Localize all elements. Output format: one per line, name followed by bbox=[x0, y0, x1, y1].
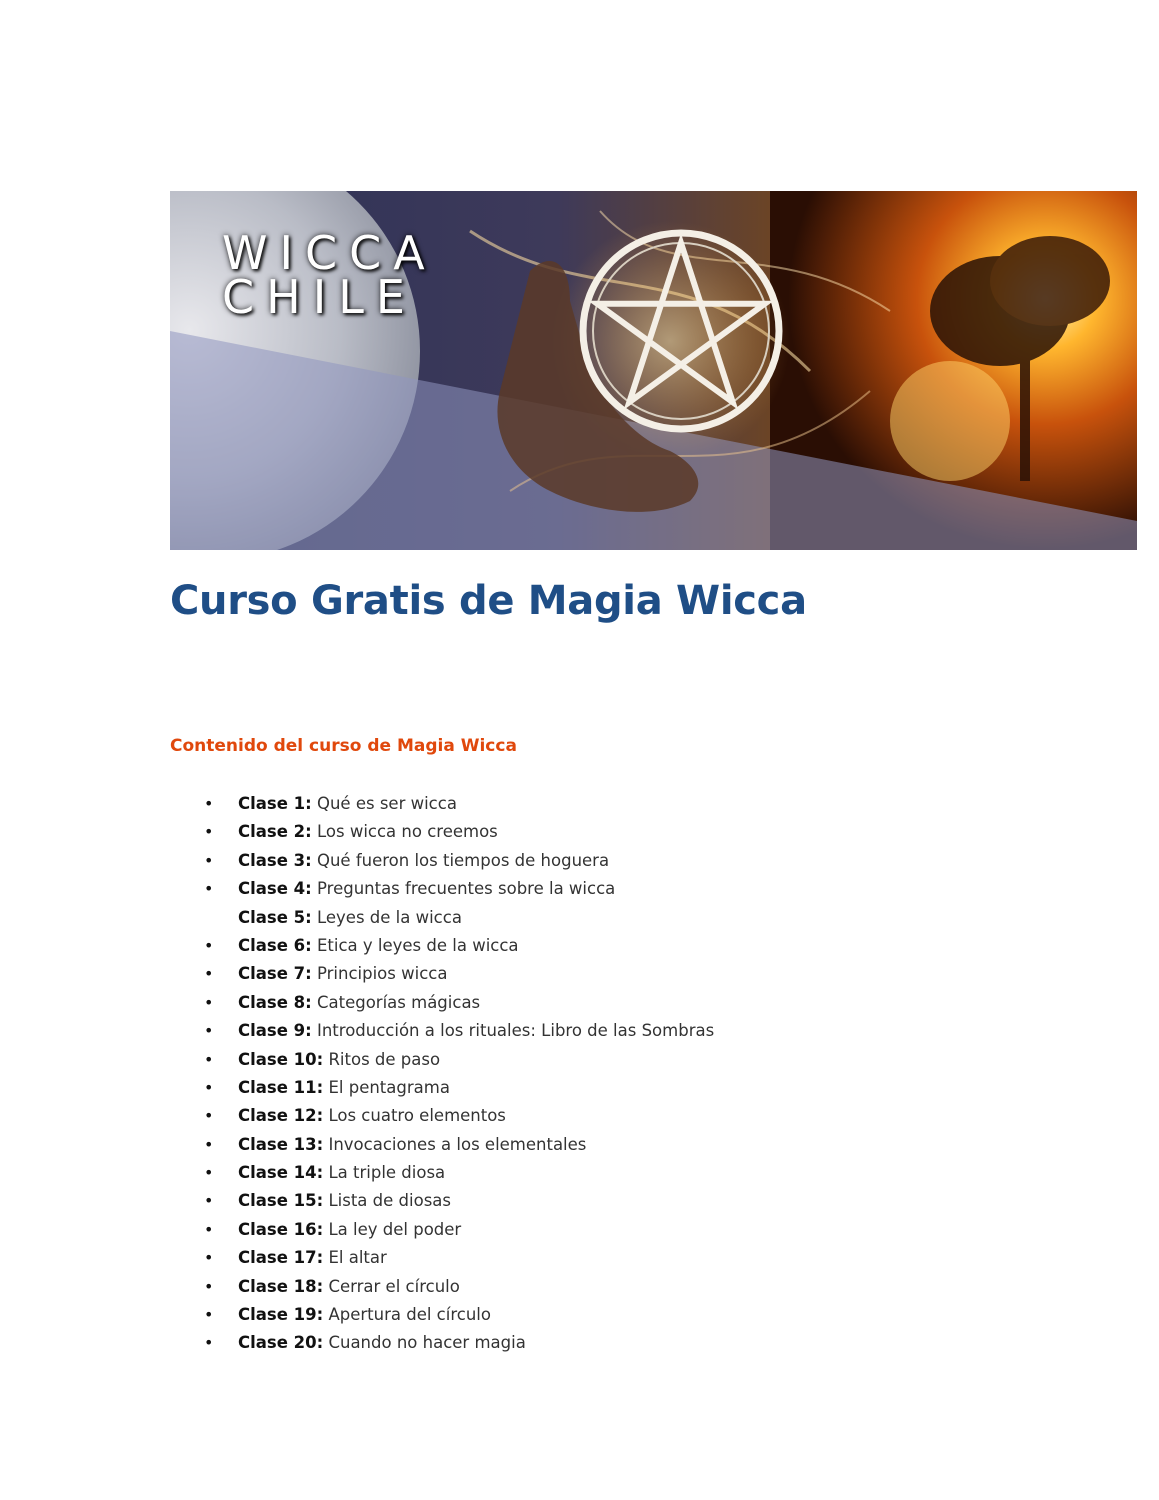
bullet: • bbox=[204, 1191, 214, 1211]
class-label: Clase 6: bbox=[238, 935, 312, 955]
class-label: Clase 17: bbox=[238, 1248, 324, 1268]
list-item bbox=[204, 791, 714, 819]
banner-logo-line2: CHILE bbox=[222, 270, 417, 324]
bullet: • bbox=[204, 850, 214, 870]
list-item bbox=[204, 933, 714, 961]
class-label: Clase 8: bbox=[238, 992, 312, 1012]
class-label: Clase 18: bbox=[238, 1276, 324, 1296]
bullet: • bbox=[204, 879, 214, 899]
bullet: • bbox=[204, 1219, 214, 1239]
class-title: Ritos de paso bbox=[328, 1049, 441, 1069]
bullet: • bbox=[204, 1134, 214, 1154]
bullet: • bbox=[204, 1276, 214, 1296]
class-title: Introducción a los rituales: Libro de las Sombras bbox=[316, 1021, 715, 1041]
class-title: Leyes de la wicca bbox=[316, 907, 462, 927]
page-title: Curso Gratis de Magia Wicca bbox=[170, 578, 807, 624]
list-item bbox=[204, 1103, 714, 1131]
list-item bbox=[204, 1132, 714, 1160]
list-item bbox=[204, 961, 714, 989]
banner-logo-line1: WICCA bbox=[222, 226, 437, 280]
class-title: La ley del poder bbox=[328, 1219, 462, 1239]
class-label: Clase 13: bbox=[238, 1134, 324, 1154]
class-label: Clase 10: bbox=[238, 1049, 324, 1069]
class-label: Clase 3: bbox=[238, 850, 312, 870]
bullet: • bbox=[204, 992, 214, 1012]
bullet: • bbox=[204, 822, 214, 842]
banner-logo-text bbox=[222, 226, 437, 324]
class-title: Qué es ser wicca bbox=[316, 794, 457, 813]
class-title: Los wicca no creemos bbox=[316, 822, 498, 842]
class-title: Lista de diosas bbox=[328, 1191, 451, 1211]
class-title: Qué fueron los tiempos de hoguera bbox=[316, 850, 610, 870]
class-label: Clase 2: bbox=[238, 822, 312, 842]
class-label: Clase 5: bbox=[238, 907, 312, 927]
bullet: • bbox=[204, 1106, 214, 1126]
class-title: Cuando no hacer magia bbox=[328, 1333, 526, 1353]
bullet: • bbox=[204, 1248, 214, 1268]
class-label: Clase 9: bbox=[238, 1021, 312, 1041]
class-title: Los cuatro elementos bbox=[328, 1106, 506, 1126]
list-item bbox=[204, 1075, 714, 1103]
bullet: • bbox=[204, 1163, 214, 1183]
class-title: El altar bbox=[328, 1248, 387, 1268]
bullet: • bbox=[204, 1305, 214, 1325]
bullet: • bbox=[204, 794, 214, 813]
list-item bbox=[204, 1330, 714, 1358]
class-title: La triple diosa bbox=[328, 1163, 446, 1183]
list-item bbox=[204, 990, 714, 1018]
bullet: • bbox=[204, 964, 214, 984]
bullet: • bbox=[204, 1077, 214, 1097]
class-label: Clase 12: bbox=[238, 1106, 324, 1126]
bullet: • bbox=[204, 1021, 214, 1041]
list-item bbox=[204, 1274, 714, 1302]
class-title: Apertura del círculo bbox=[328, 1305, 491, 1325]
list-item bbox=[204, 1018, 714, 1046]
class-label: Clase 11: bbox=[238, 1077, 324, 1097]
class-title: Cerrar el círculo bbox=[328, 1276, 460, 1296]
class-label: Clase 19: bbox=[238, 1305, 324, 1325]
bullet: • bbox=[204, 1333, 214, 1353]
header-banner-image bbox=[170, 191, 1137, 550]
class-label: Clase 1: bbox=[238, 794, 312, 813]
class-title: Invocaciones a los elementales bbox=[328, 1134, 587, 1154]
class-label: Clase 4: bbox=[238, 879, 312, 899]
list-item bbox=[204, 876, 714, 904]
class-title: El pentagrama bbox=[328, 1077, 450, 1097]
list-item bbox=[204, 848, 714, 876]
list-item bbox=[204, 1047, 714, 1075]
class-label: Clase 20: bbox=[238, 1333, 324, 1353]
class-label: Clase 14: bbox=[238, 1163, 324, 1183]
list-item bbox=[204, 1302, 714, 1330]
bullet: • bbox=[204, 1049, 214, 1069]
section-heading: Contenido del curso de Magia Wicca bbox=[170, 736, 517, 756]
list-item bbox=[204, 905, 714, 933]
class-title: Principios wicca bbox=[316, 964, 448, 984]
list-item bbox=[204, 1160, 714, 1188]
list-item bbox=[204, 1245, 714, 1273]
class-title: Categorías mágicas bbox=[316, 992, 481, 1012]
bullet: • bbox=[204, 935, 214, 955]
list-item bbox=[204, 1188, 714, 1216]
course-class-list bbox=[204, 791, 714, 1359]
list-item bbox=[204, 819, 714, 847]
class-title: Etica y leyes de la wicca bbox=[316, 935, 519, 955]
class-label: Clase 7: bbox=[238, 964, 312, 984]
class-label: Clase 15: bbox=[238, 1191, 324, 1211]
class-title: Preguntas frecuentes sobre la wicca bbox=[316, 879, 616, 899]
class-label: Clase 16: bbox=[238, 1219, 324, 1239]
list-item bbox=[204, 1217, 714, 1245]
